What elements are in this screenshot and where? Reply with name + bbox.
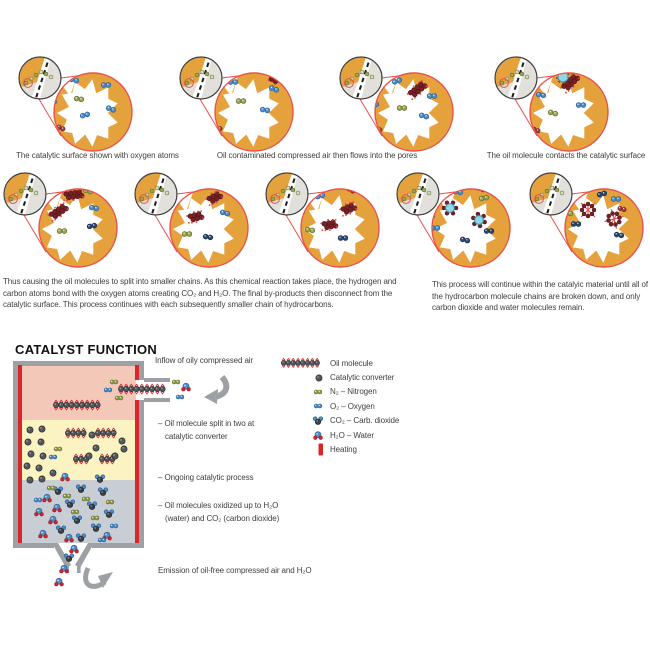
process-panel-4 xyxy=(492,52,614,152)
legend-row-n2: N₂ – Nitrogen xyxy=(272,385,399,399)
inflow-label: Inflow of oily compressed air xyxy=(155,356,254,365)
heating-icon xyxy=(272,443,324,456)
annotation-emission: Emission of oil-free compressed air and H₂O xyxy=(158,566,312,575)
process-panel-9 xyxy=(527,168,649,268)
emission-arrow xyxy=(86,568,113,588)
process-panel-5 xyxy=(1,168,123,268)
legend-row-o2: O₂ – Oxygen xyxy=(272,399,399,413)
process-caption-left: Thus causing the oil molecules to split into smaller chains. As this chemical reaction takes place, the hydrogen and carbon atoms bond with the oxygen atoms creating CO₂ and H₂O. The final by-products then disconnect from the catalytic surface. This process continues with each subsequently smaller chain of hydrocarbons. xyxy=(3,277,397,309)
inlet-pipe xyxy=(144,378,170,382)
legend-row-co2: CO₂ – Carb. dioxide xyxy=(272,414,399,428)
annotation-ongoing: – Ongoing catalytic process xyxy=(158,473,254,482)
inflow-arrow xyxy=(204,377,226,404)
process-panel-1 xyxy=(16,52,138,152)
process-panel-8 xyxy=(394,168,516,268)
section-title: CATALYST FUNCTION xyxy=(15,342,158,357)
co2-icon xyxy=(272,415,324,426)
panel-caption: The catalytic surface shown with oxygen atoms xyxy=(16,151,179,160)
panel-caption: Oil contaminated compressed air then flows into the pores xyxy=(216,151,418,160)
process-caption-right: This process will continue within the catalyic material until all of the hydrocarbon molecule chains are broken down, and only carbon dioxide and water molecules remain. xyxy=(432,280,648,312)
legend-row-converter: Catalytic converter xyxy=(272,370,399,384)
n2-icon xyxy=(272,388,324,396)
catalytic-converter-icon xyxy=(272,373,324,383)
annotation-split: – Oil molecule split in two at catalytic converter xyxy=(158,419,255,441)
process-panel-6 xyxy=(132,168,254,268)
legend-row-h2o: H₂O – Water xyxy=(272,428,399,442)
legend xyxy=(272,356,399,457)
o2-icon xyxy=(272,402,324,410)
tank-layer-top xyxy=(21,365,136,420)
h2o-icon xyxy=(272,430,324,441)
legend-row-heating: Heating xyxy=(272,442,399,456)
process-panel-2 xyxy=(177,52,299,152)
process-panel-7 xyxy=(263,168,385,268)
oil-molecule-icon xyxy=(272,356,324,370)
legend-row-oil: Oil molecule xyxy=(272,356,399,370)
panel-caption: The oil molecule contacts the catalytic surface xyxy=(486,151,646,160)
annotation-oxidized: – Oil molecules oxidized up to H₂O (water) and CO₂ (carbon dioxide) xyxy=(158,501,280,523)
process-panel-3 xyxy=(337,52,459,152)
